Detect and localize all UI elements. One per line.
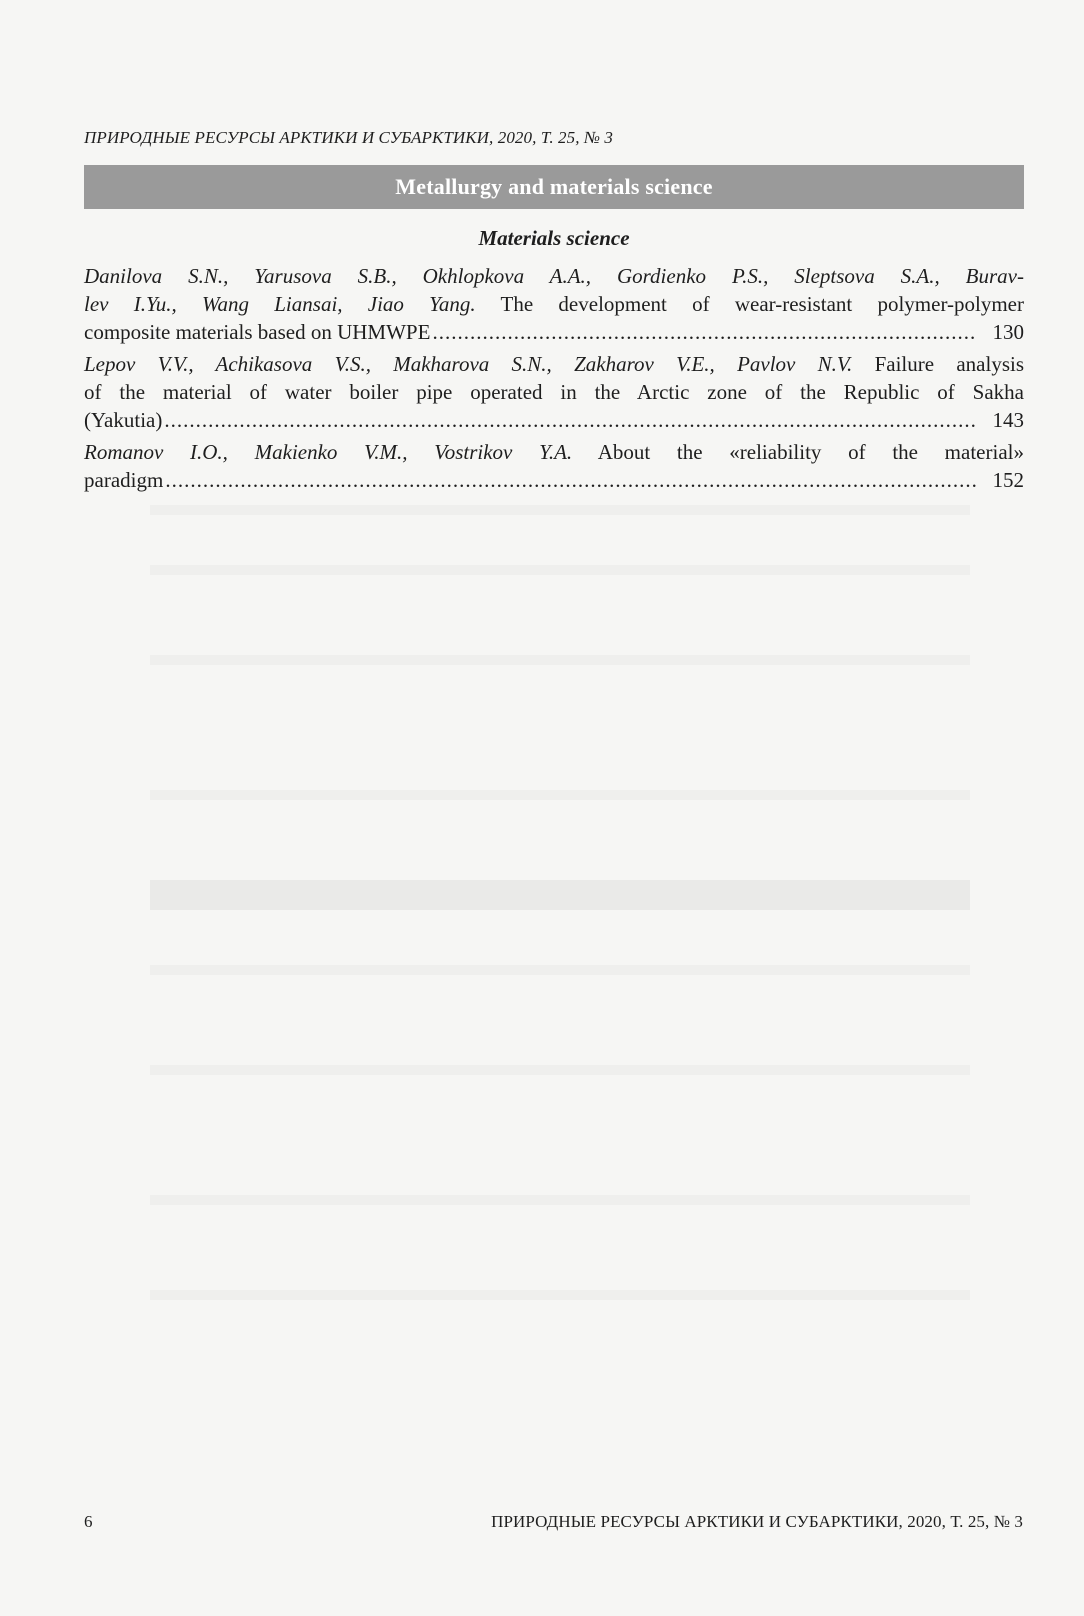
toc-entry-line (84, 290, 1024, 318)
table-of-contents (84, 262, 1024, 498)
leader-dots (164, 406, 976, 434)
toc-entry-line (84, 350, 1024, 378)
show-through-decoration (150, 790, 970, 800)
toc-entry[interactable] (84, 350, 1024, 434)
toc-entry[interactable] (84, 438, 1024, 494)
section-title: Metallurgy and materials science (395, 174, 713, 199)
show-through-decoration (150, 655, 970, 665)
toc-entry-title: of the material of water boiler pipe operated in the Arctic zone of the Republic of Sakha (84, 380, 1024, 404)
toc-entry-line (84, 378, 1024, 406)
toc-entry-authors: lev I.Yu., Wang Liansai, Jiao Yang. (84, 292, 476, 316)
subsection-title: Materials science (478, 226, 630, 250)
toc-entry-line (84, 262, 1024, 290)
toc-entry-authors: Romanov I.O., Makienko V.M., Vostrikov Y.A. (84, 440, 573, 464)
leader-dots (432, 318, 976, 346)
running-head: ПРИРОДНЫЕ РЕСУРСЫ АРКТИКИ И СУБАРКТИКИ, 2020, Т. 25, № 3 (84, 128, 613, 147)
show-through-decoration (150, 880, 970, 910)
toc-entry-authors: Lepov V.V., Achikasova V.S., Makharova S.N., Zakharov V.E., Pavlov N.V. (84, 352, 853, 376)
toc-entry-line (84, 438, 1024, 466)
toc-entry-last-line (84, 406, 1024, 434)
show-through-decoration (150, 1065, 970, 1075)
toc-entry-title: paradigm (84, 468, 164, 492)
leader-dots (165, 466, 976, 494)
toc-entry[interactable] (84, 262, 1024, 346)
show-through-decoration (150, 1195, 970, 1205)
toc-entry-last-line (84, 466, 1024, 494)
toc-entry-last-line (84, 318, 1024, 346)
show-through-decoration (150, 965, 970, 975)
toc-entry-title: composite materials based on UHMWPE (84, 320, 431, 344)
show-through-decoration (150, 1290, 970, 1300)
toc-entry-page-number[interactable]: 143 (992, 408, 1024, 432)
toc-entry-title: The development of wear-resistant polymer-polymer (475, 292, 1024, 316)
toc-entry-page-number[interactable]: 152 (992, 468, 1024, 492)
show-through-decoration (150, 565, 970, 575)
toc-entry-title: Failure analysis (852, 352, 1025, 376)
show-through-decoration (150, 505, 970, 515)
toc-entry-title: (Yakutia) (84, 408, 163, 432)
footer-page-number: 6 (84, 1512, 93, 1531)
footer-journal-title: ПРИРОДНЫЕ РЕСУРСЫ АРКТИКИ И СУБАРКТИКИ, 2020, Т. 25, № 3 (491, 1512, 1023, 1531)
toc-entry-authors: Danilova S.N., Yarusova S.B., Okhlopkova A.A., Gordienko P.S., Sleptsova S.A., Burav- (84, 264, 1024, 288)
toc-entry-title: About the «reliability of the material» (572, 440, 1024, 464)
section-heading-bar (84, 165, 1024, 209)
toc-entry-page-number[interactable]: 130 (992, 320, 1024, 344)
